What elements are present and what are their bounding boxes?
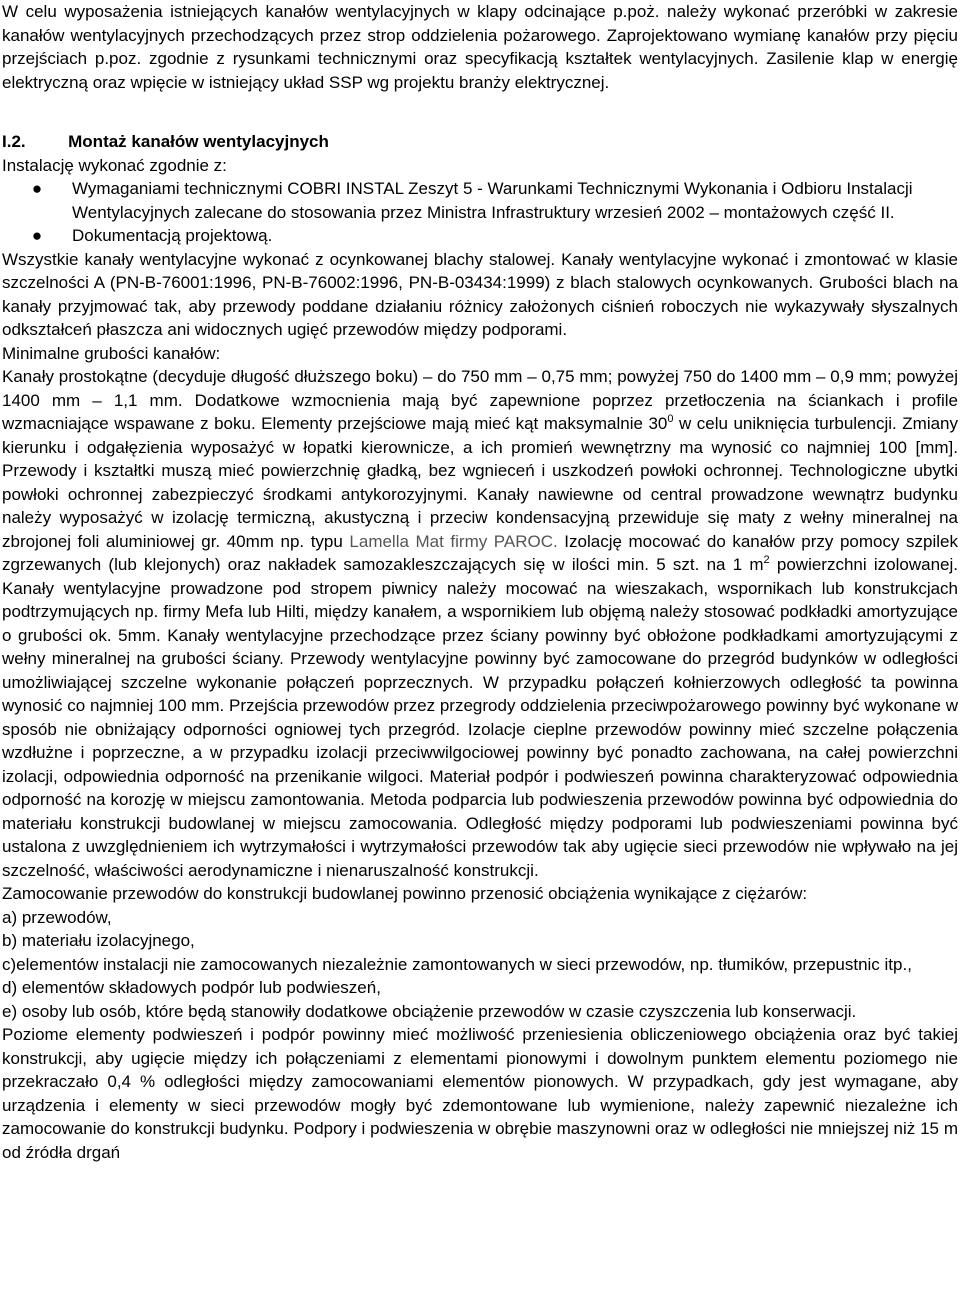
intro-paragraph: W celu wyposażenia istniejących kanałów wentylacyjnych w klapy odcinające p.poż. należy wykonać przeróbki w zakresie kanałów wentylacyjnych przechodzących przez strop oddzielenia pożarowego. Zaprojektowano wymianę kanałów przy pięciu przejściach p.poz. zgodnie z rysunkami technicznymi oraz specyfikacją kształtek wentylacyjnych. Zasilenie klap w energię elektryczną oraz wpięcie w istniejący układ SSP wg projektu branży elektrycznej.	[2, 2, 958, 92]
section-lead: Instalację wykonać zgodnie z:	[2, 155, 227, 175]
loads-lead: Zamocowanie przewodów do konstrukcji budowlanej powinno przenosić obciążenia wynikające z ciężarów:	[2, 884, 808, 903]
body-paragraph-2: Kanały prostokątne (decyduje długość dłuższego boku) – do 750 mm – 0,75 mm; powyżej 750 do 1400 mm – 0,9 mm; powyżej 1400 mm – 1,1 mm. Dodatkowe wzmocnienia mają być zapewnione poprzez przetłoczenia na ściankach i profile wzmacniające wspawane z boku. Elementy przejściowe mają mieć kąt maksymalnie $30^0$ w celu uniknięcia turbulencji. Zmiany kierunku i odgałęzienia wyposażyć w łopatki kierownicze, a ich promień wewnętrzny ma wynosić co najmniej 100 [mm]. Przewody i kształtki muszą mieć powierzchnię gładką, bez wgnieceń i uszkodzeń powłoki ochronnej. Technologiczne ubytki powłoki ochronnej zabezpieczyć środkami antykorozyjnymi. Kanały nawiewne od central prowadzone wewnątrz budynku należy wyposażyć w izolację termiczną, akustyczną i przeciw kondensacyjną przewiduje się maty z wełny mineralnej na zbrojonej foli aluminiowej gr. 40mm np. typu Lamella Mat firmy PAROC. Izolację mocować do kanałów przy pomocy szpilek zgrzewanych (lub klejonych) oraz nakładek samozakleszczających się w ilości min. 5 szt. na 1 $m^2$ powierzchni izolowanej. Kanały wentylacyjne prowadzone pod stropem piwnicy należy mocować na wieszakach, wspornikach lub konstrukcjach podtrzymujących np. firmy Mefa lub Hilti, między kanałem, a wspornikiem lub objęmą należy stosować podkładki amortyzujące o grubości ok. 5mm. Kanały wentylacyjne przechodzące przez ściany powinny być obłożone podkładkami amortyzującymi z wełny mineralnej na grubości ściany. Przewody wentylacyjne powinny być zamocowane do przegród budynków w odległości umożliwiającej szczelne wykonanie połączeń poprzecznych. W przypadku połączeń kołnierzowych odległość ta powinna wynosić co najmniej 100 mm. Przejścia przewodów przez przegrody oddzielenia przeciwpożarowego powinny być wykonane w sposób nie obniżający odporności ogniowej tych przegród. Izolacje cieplne przewodów powinny mieć szczelne połączenia wzdłużne i poprzeczne, a w przypadku izolacji przeciwwilgociowej powinny być ponadto zachowana, na całej powierzchni izolacji, odpowiednia odporność na przenikanie wilgoci. Materiał podpór i podwieszeń powinna charakteryzować odpowiednia odporność na korozję w miejscu zamontowania. Metoda podparcia lub podwieszenia przewodów powinna być odpowiednia do materiału konstrukcji budowlanej w miejscu zamocowania. Odległość między podporami lub podwieszeniami powinna być ustalona z uwzględnieniem ich wytrzymałości i wytrzymałości przewodów tak aby ugięcie sieci przewodów nie wpływało na jej szczelność, właściwości aerodynamiczne i nienaruszalność konstrukcji.	[2, 367, 959, 880]
load-item: a) przewodów,	[2, 907, 112, 927]
square-superscript: 2	[763, 554, 770, 566]
list-item: ● Dokumentacją projektową.	[72, 224, 958, 248]
body-paragraph-3: Poziome elementy podwieszeń i podpór powinny mieć możliwość przeniesienia obliczeniowego obciążenia oraz być takiej konstrukcji, aby ugięcie między ich połączeniami z elementami pionowymi i dowolnym punktem elementu poziomego nie przekraczało 0,4 % odległości między zamocowaniami elementów pionowych. W przypadkach, gdy jest wymagane, aby urządzenia i elementy w sieci przewodów mogły być zdemontowane lub wymienione, należy zapewnić niezależne ich zamocowanie do konstrukcji budynku. Podpory i podwieszenia w obrębie maszynowni oraz w odległości nie mniejszej niż 15 m od źródła drgań	[2, 1025, 958, 1162]
requirements-list	[2, 177, 958, 248]
product-name: Lamella Mat firmy PAROC.	[349, 531, 558, 551]
section-number: I.2.	[2, 132, 26, 151]
load-item: d) elementów składowych podpór lub podwieszeń,	[2, 978, 381, 997]
bullet-icon: ●	[31, 226, 43, 245]
list-item: ● Wymaganiami technicznymi COBRI INSTAL Zeszyt 5 - Warunkami Technicznymi Wykonania i Odbioru Instalacji Wentylacyjnych zalecane do stosowania przez Ministra Infrastruktury wrzesień 2002 – montażowych część II.	[72, 177, 958, 224]
body-paragraph-1: Wszystkie kanały wentylacyjne wykonać z ocynkowanej blachy stalowej. Kanały wentylacyjne wykonać i zmontować w klasie szczelności A (PN-B-76001:1996, PN-B-76002:1996, PN-B-03434:1999) z blach stalowych ocynkowanych. Grubości blach na kanały przyjmować tak, aby przewody poddane działaniu różnicy założonych ciśnień roboczych nie wykazywały słyszalnych odkształceń płaszcza ani widocznych ugięć przewodów między podporami.	[2, 249, 958, 339]
load-item: b) materiału izolacyjnego,	[2, 931, 195, 950]
degree-superscript: 0	[667, 413, 674, 425]
bullet-icon: ●	[31, 179, 43, 198]
section-title: Montaż kanałów wentylacyjnych	[68, 132, 329, 151]
section-heading	[2, 130, 958, 154]
min-thickness-label: Minimalne grubości kanałów:	[2, 343, 221, 363]
load-item: c)elementów instalacji nie zamocowanych niezależnie zamontowanych w sieci przewodów, np. tłumików, przepustnic itp.,	[2, 954, 912, 974]
document-page	[2, 0, 958, 1164]
load-item: e) osoby lub osób, które będą stanowiły dodatkowe obciążenie przewodów w czasie czyszczenia lub konserwacji.	[2, 1001, 857, 1021]
